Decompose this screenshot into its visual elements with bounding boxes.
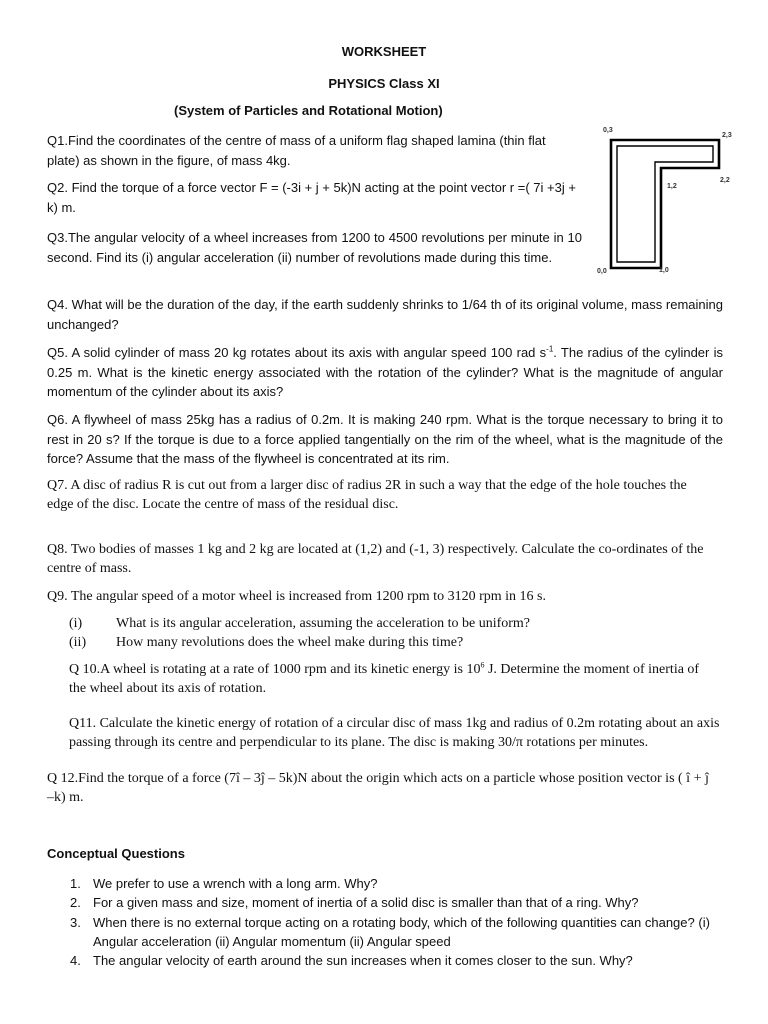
question-3: Q3.The angular velocity of a wheel increases from 1200 to 4500 revolutions per minute in 10 second. Find its (i) angular acceleration (ii) number of revolutions made during this time. [47, 230, 582, 265]
part-i-number: (i) [69, 616, 83, 631]
question-6: Q6. A flywheel of mass 25kg has a radius of 0.2m. It is making 240 rpm. What is the torque necessary to bring it to rest in 20 s? If the torque is due to a force applied tangentially on the rim of the wheel, what is the magnitude of the force? Assume that the mass of the flywheel is concentrated at its rim. [47, 412, 723, 466]
conceptual-item [47, 874, 727, 893]
question-2: Q2. Find the torque of a force vector F = (-3i + j + 5k)N acting at the point vector r =( 7i +3j + k) m. [47, 180, 576, 215]
conceptual-item-number: 4. [70, 953, 81, 969]
question-10-text-b: J. Determine the moment of inertia of the wheel about its axis of rotation. [69, 662, 700, 696]
question-10 [69, 661, 719, 698]
conceptual-item-number: 1. [70, 876, 81, 891]
question-9-part-i [69, 615, 629, 634]
question-1: Q1.Find the coordinates of the centre of mass of a uniform flag shaped lamina (thin flat plate) as shown in the figure, of mass 4kg. [47, 133, 546, 168]
conceptual-item-text: When there is no external torque acting on a rotating body, which of the following quantities can change? (i) Angular acceleration (ii) Angular momentum (ii) Angular speed [93, 914, 710, 949]
question-5-superscript: -1 [546, 344, 554, 354]
question-12: Q 12.Find the torque of a force (7î – 3ĵ – 5k)N about the origin which acts on a particle whose position vector is ( î + ĵ –k) m. [47, 771, 709, 805]
conceptual-item-text: For a given mass and size, moment of inertia of a solid disc is smaller than that of a ring. Why? [93, 895, 639, 911]
worksheet-title: WORKSHEET [341, 44, 427, 59]
conceptual-item [47, 913, 727, 952]
conceptual-item [47, 893, 727, 912]
question-10-text-a: Q 10.A wheel is rotating at a rate of 1000 rpm and its kinetic energy is 10 [69, 662, 481, 677]
question-4: Q4. What will be the duration of the day, if the earth suddenly shrinks to 1/64 th of its original volume, mass remaining unchanged? [47, 297, 723, 332]
part-ii-text: How many revolutions does the wheel make during this time? [116, 635, 464, 650]
question-5 [47, 343, 723, 402]
topic-title: (System of Particles and Rotational Motion) [174, 103, 443, 118]
label-1-2: 1,2 [667, 183, 677, 190]
question-7: Q7. A disc of radius R is cut out from a larger disc of radius 2R in such a way that the edge of the hole touches the edge of the disc. Locate the centre of mass of the residual disc. [47, 478, 687, 512]
conceptual-item-number: 3. [70, 914, 81, 930]
label-1-0: 1,0 [659, 267, 669, 274]
question-11: Q11. Calculate the kinetic energy of rotation of a circular disc of mass 1kg and radius of 0.2m rotating about an axis passing through its centre and perpendicular to its plane. The disc is making 30/π rotations per minutes. [69, 716, 720, 750]
conceptual-item-text: We prefer to use a wrench with a long arm. Why? [93, 876, 378, 891]
part-i-text: What is its angular acceleration, assuming the acceleration to be uniform? [116, 616, 531, 631]
question-10-superscript: 6 [480, 660, 485, 670]
conceptual-list [47, 874, 727, 970]
lamina-outline [611, 140, 719, 268]
conceptual-heading: Conceptual Questions [47, 846, 185, 861]
conceptual-item [47, 951, 727, 970]
question-5-text-b: . The radius of the cylinder is 0.25 m. What is the kinetic energy associated with the rotation of the cylinder? What is the magnitude of angular momentum of the cylinder about its axis? [47, 345, 723, 399]
question-9: Q9. The angular speed of a motor wheel is increased from 1200 rpm to 3120 rpm in 16 s. [47, 589, 546, 604]
question-9-part-ii [69, 634, 629, 653]
conceptual-item-text: The angular velocity of earth around the sun increases when it comes closer to the sun. Why? [93, 953, 633, 969]
question-5-text-a: Q5. A solid cylinder of mass 20 kg rotates about its axis with angular speed 100 rad s [47, 345, 547, 360]
lamina-inner-outline [617, 146, 713, 262]
label-2-3: 2,3 [722, 132, 732, 139]
label-0-0: 0,0 [597, 268, 607, 275]
subject-title: PHYSICS Class XI [328, 76, 440, 91]
question-8: Q8. Two bodies of masses 1 kg and 2 kg are located at (1,2) and (-1, 3) respectively. Calculate the co-ordinates of the centre of mass. [47, 542, 704, 576]
flag-lamina-figure [590, 118, 750, 280]
part-ii-number: (ii) [69, 635, 87, 650]
label-0-3: 0,3 [603, 127, 613, 134]
label-2-2: 2,2 [720, 177, 730, 184]
conceptual-item-number: 2. [70, 895, 81, 911]
